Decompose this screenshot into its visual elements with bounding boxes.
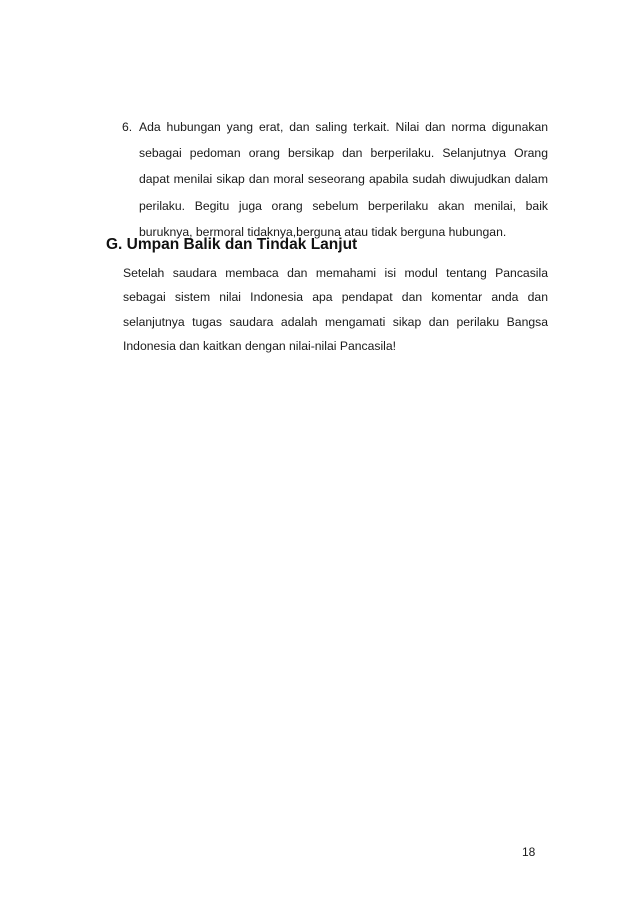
section-paragraph: Setelah saudara membaca dan memahami isi modul tentang Pancasila sebagai sistem nilai Indonesia apa pendapat dan komentar anda dan selanjutnya tugas saudara adalah mengamati sikap dan perilaku Bangsa Indonesia dan kaitkan dengan nilai-nilai Pancasila! [123, 266, 548, 353]
section-heading: G. Umpan Balik dan Tindak Lanjut [106, 236, 358, 253]
list-item-text: Ada hubungan yang erat, dan saling terkait. Nilai dan norma digunakan sebagai pedoman orang bersikap dan berperilaku. Selanjutnya Orang dapat menilai sikap dan moral seseorang apabila sudah diwujudkan dalam perilaku. Begitu juga orang sebelum berperilaku akan menilai, baik buruknya, bermoral tidaknya,berguna atau tidak berguna hubungan. [139, 120, 548, 239]
list-item-number: 6. [122, 120, 133, 134]
page-number: 18 [522, 845, 536, 859]
list-item [122, 114, 548, 245]
